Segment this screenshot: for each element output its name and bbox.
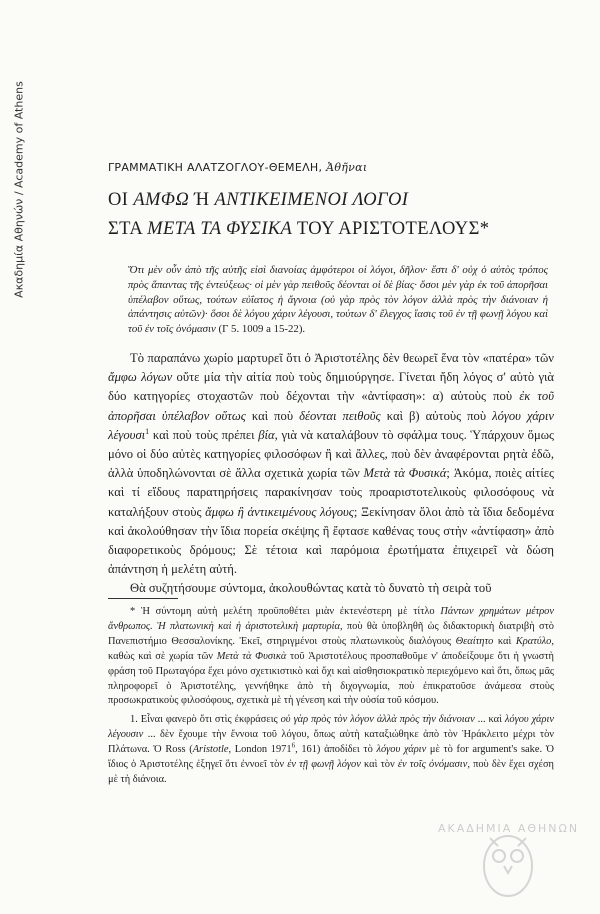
footnote-text-run: , London 1971 xyxy=(228,744,292,756)
footnote-emphasis: Aristotle xyxy=(192,744,229,756)
footnote-emphasis: ἐν τοῖς ὀνόμασιν xyxy=(397,759,468,771)
footnote-emphasis: ἐν τῇ φωνῇ λόγον xyxy=(287,759,361,771)
footnote-text-run: καὶ xyxy=(493,635,516,647)
body-emphasis: δέονται πειθοῦς xyxy=(299,408,381,423)
footnote-ref[interactable]: 1 xyxy=(145,426,150,436)
footnote-emphasis: Κρατύλο xyxy=(515,635,552,647)
body-text-run: καὶ β) αὐτοὺς ποὺ xyxy=(380,408,493,423)
body-text-run: ; Ξεκίνησαν ὅλοι ἀπὸ τὰ ἴδια δεδομένα καὶ ἀκολούθησαν τὴν ἴδια πορεία σκέψης ἢ ἔφτασε καθένας τους στὴν «ἀντίφαση» ἀπὸ διαφορετικοὺς δρόμους; Σὲ τέτοια καὶ παρόμοια ἐρωτήματα ἐπιχειρεῖ νὰ δώση ἀπάντηση ἡ μελέτη αὐτή. xyxy=(108,504,554,577)
body-emphasis: ἐκ τοῦ ἀπορῆσαι ὑπέλαβον οὕτως xyxy=(108,389,554,423)
body-emphasis: ἄμφω ἢ ἀντικειμένους λόγους xyxy=(205,504,354,519)
academy-watermark xyxy=(438,816,578,900)
footnote-text-run: 1. Εἶναι φανερὸ ὅτι στὶς ἐκφράσεις xyxy=(130,714,281,726)
body-text-run: καὶ ποὺ τοὺς πρέπει xyxy=(149,427,259,442)
body-emphasis: Μετὰ τὰ Φυσικά xyxy=(363,466,447,481)
footnote-1 xyxy=(108,713,554,788)
body-text xyxy=(108,349,554,599)
body-emphasis: βία xyxy=(258,427,275,442)
title-text: ΟΙ xyxy=(108,190,134,210)
title-italic: ΑΜΦΩ xyxy=(133,190,190,210)
footnote-text-run: τοῦ Ἀριστοτέλους προσπαθοῦμε ν' ἀποδείξουμε ὅτι ἡ γνωστὴ φράση τοῦ Πρωταγόρα ἔχει μόνο σχετικιστικὸ καὶ ὄχι καὶ αἰσθησιοκρατικὸ περιεχόμενο καὶ ὅτι, ὅπως μᾶς πληροφορεῖ ὁ Ἀριστοτέλης, γεννήθηκε ἀπὸ τὴ διχογνωμία, ποὺ ἐπικρατοῦσε ἀνάμεσα στοὺς προσωκρατικοὺς φιλοσόφους, σχετικὰ μὲ τὴ γένεση καὶ τὴν οὐσία τοῦ κόσμου. xyxy=(108,650,554,707)
title-italic: ΜΕΤΑ ΤΑ ΦΥΣΙΚΑ xyxy=(147,219,293,239)
body-text-run: καὶ ποὺ xyxy=(245,408,300,423)
footnotes xyxy=(108,605,554,788)
body-paragraph-2: Θὰ συζητήσουμε σύντομα, ἀκολουθώντας κατὰ τὸ δυνατὸ τὴ σειρὰ τοῦ xyxy=(130,581,492,596)
side-archive-label xyxy=(12,40,26,340)
footnote-text-run: ... δὲν ἔχουμε τὴν ἔννοια τοῦ λόγου, ὅπως αὐτὴ καταξιώθηκε ἀπὸ τὸν Ἡράκλειτο μέχρι τὸν Πλάτωνα. Ὁ Ross ( xyxy=(108,729,554,756)
footnote-emphasis: Θεαίτητο xyxy=(455,635,494,647)
body-paragraph-1 xyxy=(108,349,554,579)
footnote-text-run: , 161) ἀποδίδει τὸ xyxy=(295,744,377,756)
footnote-divider xyxy=(108,598,178,599)
footnote-text-run: , καθὼς καὶ σὲ χωρία τῶν xyxy=(108,635,554,662)
footnote-text-run: ... καὶ xyxy=(474,714,505,726)
body-text-run: οὔτε μία τὴν αἰτία ποὺ τοὺς δημιούργησε. Γίνεται ἤδη λόγος σ' αὐτὸ γιὰ δύο κατηγορίες στοχαστῶν ποὺ δέχονται τὴν «ἀντίφαση»: α) αὐτοὺς ποὺ xyxy=(108,370,554,404)
author-location: Ἀθῆναι xyxy=(326,161,368,174)
footnote-text-run: καὶ τὸν xyxy=(360,759,398,771)
footnote-text-run: * Ἡ σύντομη αὐτὴ μελέτη προϋποθέτει μιὰν ἐκτενέστερη μὲ τίτλο xyxy=(130,606,441,617)
epigraph-quote xyxy=(128,263,548,337)
title-italic: ΑΝΤΙΚΕΙΜΕΝΟΙ ΛΟΓΟΙ xyxy=(214,190,409,210)
title-line-1 xyxy=(108,186,548,215)
footnote-text-run: , ποὺ δὲν ἔχει σχέση μὲ τὴ διάνοια. xyxy=(108,759,554,785)
epigraph-text: Ὅτι μὲν οὖν ἀπὸ τῆς αὐτῆς εἰσὶ διανοίας ἀμφότεροι οἱ λόγοι, δῆλον· ἔστι δ' οὐχ ὁ αὐτὸς τρόπος πρὸς ἅπαντας τῆς ἐντεύξεως· οἱ μὲν γὰρ πειθοῦς δέονται οἱ δὲ βίας· ὅσοι μὲν γὰρ ἐκ τοῦ ἀπορῆσαι ὑπέλαβον οὕτως, τούτων εὐΐατος ἡ ἄγνοια (οὐ γὰρ πρὸς τὸν λόγον ἀλλὰ πρὸς τὴν διάνοιαν ἡ ἀπάντησις αὐτῶν)· ὅσοι δὲ λόγου χάριν λέγουσι, τούτων δ' ἔλεγχος ἴασις τοῦ ἐν τῇ φωνῇ λόγου καὶ τοῦ ἐν τοῖς ὀνόμασιν xyxy=(128,264,548,336)
footnote-emphasis: λόγου χάριν xyxy=(376,744,427,756)
footnote-text-run: μὲ τὸ for argument's sake. Ὁ ἴδιος ὁ Ἀριστοτέλης ἐξηγεῖ ὅτι ἐννοεῖ τὸν xyxy=(108,744,554,771)
title-line-2 xyxy=(108,215,548,244)
title-text: Ή xyxy=(189,190,215,210)
footnote-emphasis: Μετὰ τὰ Φυσικὰ xyxy=(216,650,287,662)
footnote-text-run: , ποὺ θὰ ὑποβληθῆ ὡς διδακτορικὴ διατριβὴ στὸ Πανεπιστήμιο Θεσσαλονίκης. Ἐκεῖ, στηριγμένοι στοὺς πλατωνικοὺς διαλόγους xyxy=(108,620,554,647)
footnote-emphasis: οὐ γὰρ πρὸς τὸν λόγον ἀλλὰ πρὸς τὴν διάνοιαν xyxy=(280,714,475,726)
epigraph-citation: (Γ 5. 1009 a 15-22). xyxy=(215,323,306,336)
title-text: ΤΟΥ ΑΡΙΣΤΟΤΕΛΟΥΣ* xyxy=(292,219,490,239)
body-emphasis: λόγου χάριν λέγουσι xyxy=(108,408,554,442)
title-text: ΣΤΑ xyxy=(108,219,148,239)
author-line xyxy=(108,161,367,174)
body-text-run: ; Ἀκόμα, ποιὲς αἰτίες καὶ τί εἴδους παρατηρήσεις παρακίνησαν τοὺς προαριστοτελικοὺς φιλοσόφους νὰ καταλήξουν στοὺς xyxy=(108,466,555,519)
footnote-star xyxy=(108,605,554,709)
side-archive-label-text: Ακαδημία Αθηνών / Academy of Athens xyxy=(12,81,26,298)
watermark-text: ΑΚΑΔΗΜΙΑ ΑΘΗΝΩΝ xyxy=(438,822,580,835)
article-title xyxy=(108,186,548,244)
author-name: ΓΡΑΜΜΑΤΙΚΗ ΑΛΑΤΖΟΓΛΟΥ-ΘΕΜΕΛΗ, xyxy=(108,161,327,174)
footnote-emphasis: λόγου χάριν λέγουσιν xyxy=(108,714,554,741)
body-text-run: Τὸ παραπάνω χωρίο μαρτυρεῖ ὅτι ὁ Ἀριστοτέλης δὲν θεωρεῖ ἕνα τὸν «πατέρα» τῶν xyxy=(130,351,554,365)
body-emphasis: ἄμφω λόγων xyxy=(108,370,173,385)
footnote-emphasis: Πάντων χρημάτων μέτρον ἄνθρωπος. Ἡ πλατωνικὴ καὶ ἡ ἀριστοτελικὴ μαρτυρία xyxy=(108,606,554,632)
edition-superscript: 6 xyxy=(291,741,296,750)
body-text-run: , γιὰ νὰ καταλάβουν τὸ σφάλμα τους. Ὑπάρχουν ὅμως μόνο οἱ δύο αὐτὲς κατηγορίες φιλοσόφων ἢ καὶ ἄλλες, ποὺ δὲν ἀναφέρονται ρητὰ ἐδῶ, ἀλλὰ ὑποδηλώνονται σὲ ἄλλα σχετικὰ χωρία τῶν xyxy=(108,427,555,481)
